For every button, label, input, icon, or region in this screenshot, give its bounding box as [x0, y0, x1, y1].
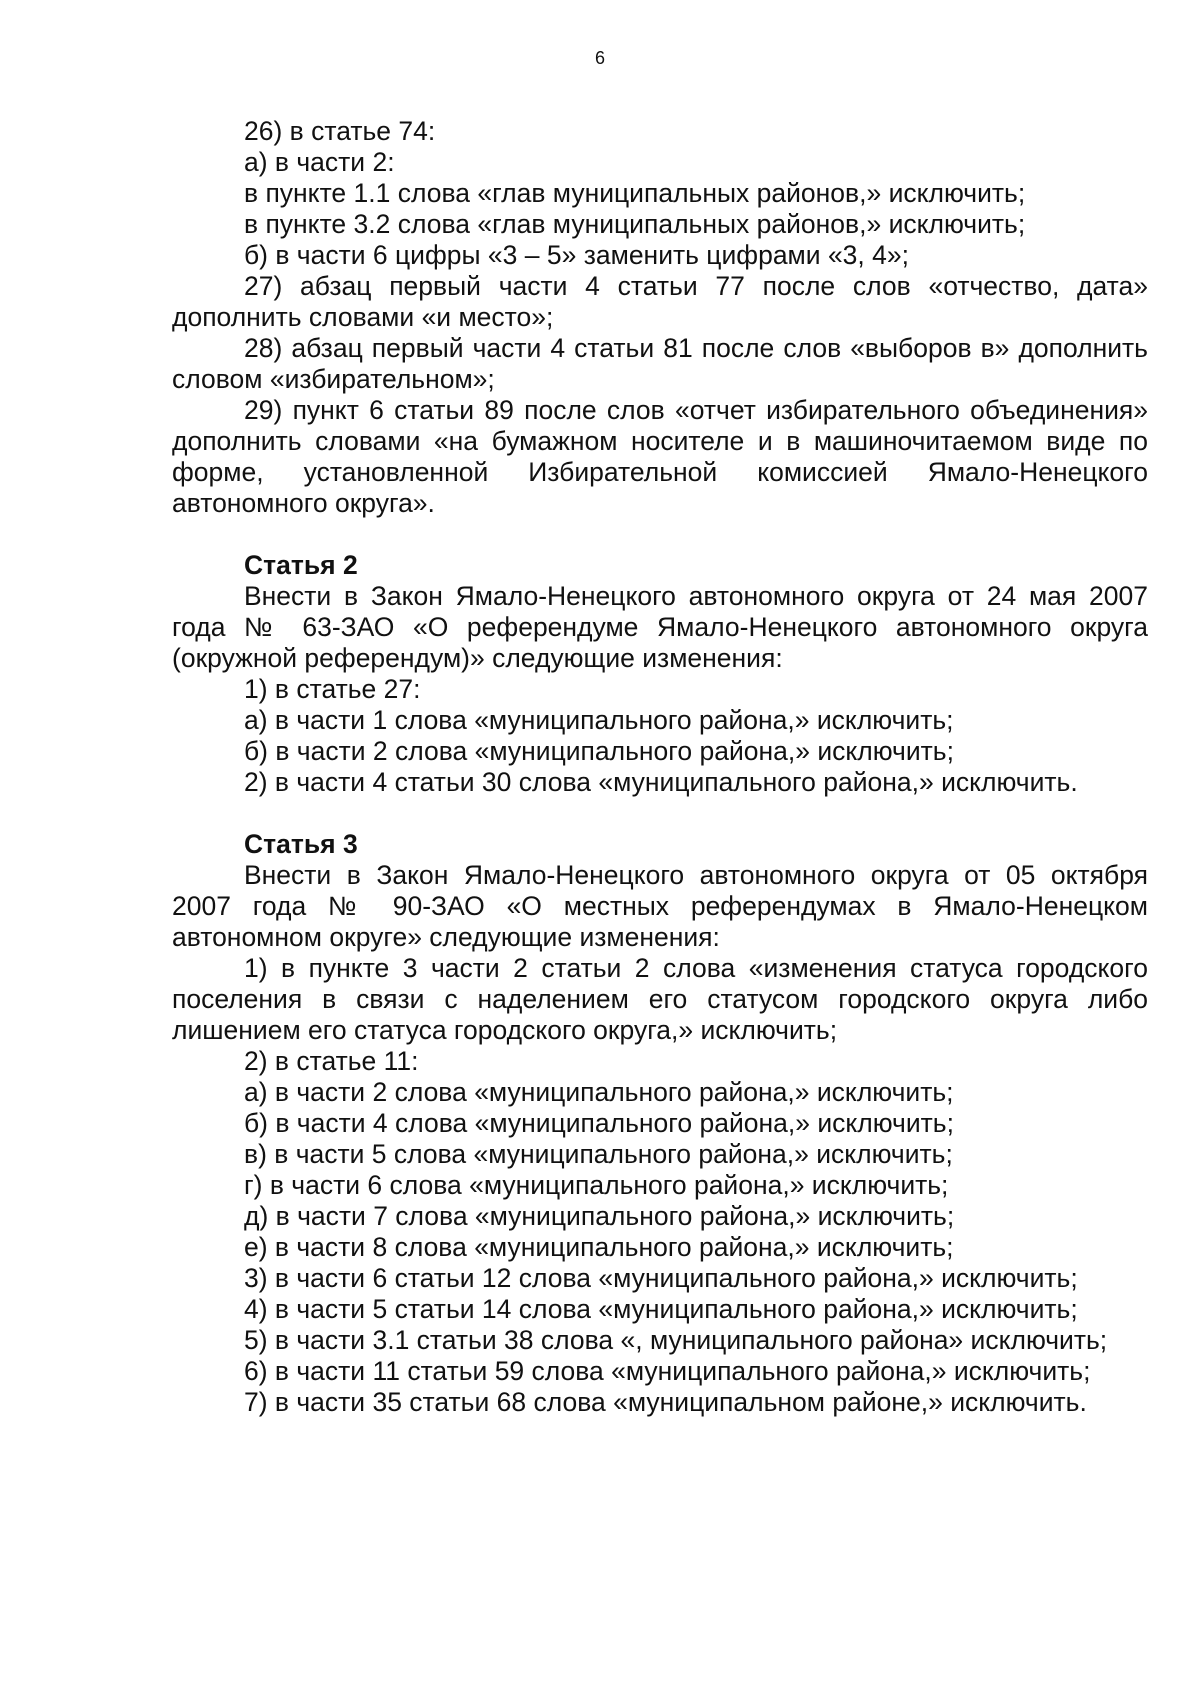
- paragraph: Внести в Закон Ямало-Ненецкого автономного округа от 24 мая 2007 года № 63-ЗАО «О референдуме Ямало-Ненецкого автономного округа (окружной референдум)» следующие изменения:: [172, 581, 1148, 673]
- article-heading: Статья 3: [244, 829, 358, 859]
- paragraph: е) в части 8 слова «муниципального района,» исключить;: [244, 1232, 954, 1262]
- article-heading: Статья 2: [244, 550, 358, 580]
- paragraph: б) в части 2 слова «муниципального района,» исключить;: [244, 736, 954, 766]
- paragraph: 27) абзац первый части 4 статьи 77 после слов «отчество, дата» дополнить словами «и место»;: [172, 271, 1148, 332]
- paragraph: 7) в части 35 статьи 68 слова «муниципальном районе,» исключить.: [244, 1387, 1087, 1417]
- paragraph: 2) в части 4 статьи 30 слова «муниципального района,» исключить.: [244, 767, 1078, 797]
- paragraph: 2) в статье 11:: [244, 1046, 419, 1076]
- paragraph: 4) в части 5 статьи 14 слова «муниципального района,» исключить;: [244, 1294, 1078, 1324]
- paragraph: а) в части 1 слова «муниципального района,» исключить;: [244, 705, 954, 735]
- paragraph: г) в части 6 слова «муниципального района,» исключить;: [244, 1170, 949, 1200]
- spacer: [172, 798, 1148, 829]
- paragraph: 3) в части 6 статьи 12 слова «муниципального района,» исключить;: [244, 1263, 1078, 1293]
- document-body: [172, 116, 1148, 1418]
- paragraph: 29) пункт 6 статьи 89 после слов «отчет избирательного объединения» дополнить словами «на бумажном носителе и в машиночитаемом виде по форме, установленной Избирательной комиссией Ямало-Ненецкого автономного округа».: [172, 395, 1148, 518]
- paragraph: в) в части 5 слова «муниципального района,» исключить;: [244, 1139, 953, 1169]
- spacer: [172, 519, 1148, 550]
- paragraph: 1) в статье 27:: [244, 674, 421, 704]
- paragraph: в пункте 3.2 слова «глав муниципальных районов,» исключить;: [244, 209, 1026, 239]
- paragraph: а) в части 2:: [244, 147, 395, 177]
- page-number: 6: [594, 48, 605, 68]
- paragraph: в пункте 1.1 слова «глав муниципальных районов,» исключить;: [244, 178, 1026, 208]
- paragraph: б) в части 6 цифры «3 – 5» заменить цифрами «3, 4»;: [244, 240, 909, 270]
- paragraph: 5) в части 3.1 статьи 38 слова «, муниципального района» исключить;: [244, 1325, 1108, 1355]
- paragraph: 28) абзац первый части 4 статьи 81 после слов «выборов в» дополнить словом «избирательном»;: [172, 333, 1148, 394]
- paragraph: Внести в Закон Ямало-Ненецкого автономного округа от 05 октября 2007 года № 90-ЗАО «О местных референдумах в Ямало-Ненецком автономном округе» следующие изменения:: [172, 860, 1148, 952]
- paragraph: а) в части 2 слова «муниципального района,» исключить;: [244, 1077, 954, 1107]
- paragraph: 1) в пункте 3 части 2 статьи 2 слова «изменения статуса городского поселения в связи с наделением его статусом городского округа либо лишением его статуса городского округа,» исключить;: [172, 953, 1148, 1045]
- paragraph: 6) в части 11 статьи 59 слова «муниципального района,» исключить;: [244, 1356, 1091, 1386]
- paragraph: б) в части 4 слова «муниципального района,» исключить;: [244, 1108, 954, 1138]
- paragraph: 26) в статье 74:: [244, 116, 436, 146]
- paragraph: д) в части 7 слова «муниципального района,» исключить;: [244, 1201, 955, 1231]
